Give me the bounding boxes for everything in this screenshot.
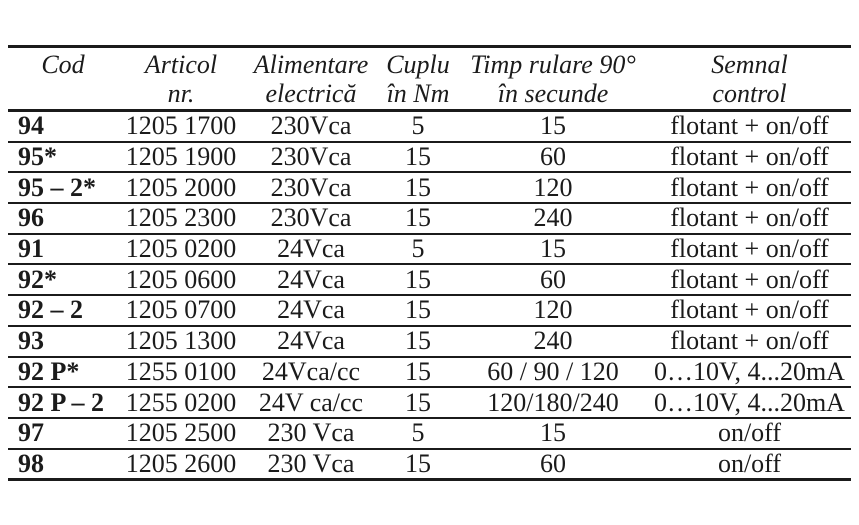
cell-cuplu: 15 <box>378 387 458 418</box>
cell-alimentare: 230 Vca <box>244 449 378 480</box>
cell-alimentare: 24Vca <box>244 326 378 357</box>
column-header-cod <box>8 47 118 111</box>
cell-semnal: flotant + on/off <box>648 203 851 234</box>
table-row <box>8 326 851 357</box>
cell-alimentare: 230Vca <box>244 111 378 142</box>
column-header-timp <box>458 47 648 111</box>
cell-articol: 1205 0700 <box>118 295 244 326</box>
cell-cuplu: 5 <box>378 418 458 449</box>
cell-semnal: flotant + on/off <box>648 234 851 265</box>
table-row <box>8 111 851 142</box>
header-row <box>8 47 851 111</box>
cell-cod: 92* <box>8 264 118 295</box>
cell-alimentare: 24Vca <box>244 295 378 326</box>
cell-cod: 94 <box>8 111 118 142</box>
cell-cuplu: 15 <box>378 264 458 295</box>
header-line2: în secunde <box>497 79 609 108</box>
cell-cuplu: 15 <box>378 357 458 388</box>
cell-alimentare: 24Vca <box>244 234 378 265</box>
cell-articol: 1205 1900 <box>118 142 244 173</box>
cell-alimentare: 24Vca/cc <box>244 357 378 388</box>
cell-timp: 60 / 90 / 120 <box>458 357 648 388</box>
header-line1: Cod <box>41 50 85 79</box>
column-header-alimentare <box>244 47 378 111</box>
cell-timp: 60 <box>458 449 648 480</box>
cell-semnal: 0…10V, 4...20mA <box>648 387 851 418</box>
cell-timp: 60 <box>458 264 648 295</box>
cell-cuplu: 15 <box>378 203 458 234</box>
column-header-cuplu <box>378 47 458 111</box>
cell-alimentare: 230Vca <box>244 142 378 173</box>
cell-cuplu: 15 <box>378 142 458 173</box>
cell-timp: 15 <box>458 111 648 142</box>
cell-cuplu: 15 <box>378 295 458 326</box>
cell-cod: 95* <box>8 142 118 173</box>
header-line1: Articol <box>144 50 218 79</box>
cell-semnal: 0…10V, 4...20mA <box>648 357 851 388</box>
cell-cod: 93 <box>8 326 118 357</box>
cell-semnal: flotant + on/off <box>648 295 851 326</box>
cell-semnal: flotant + on/off <box>648 264 851 295</box>
cell-alimentare: 230Vca <box>244 203 378 234</box>
cell-semnal: on/off <box>648 449 851 480</box>
cell-timp: 120 <box>458 172 648 203</box>
cell-timp: 240 <box>458 326 648 357</box>
cell-cod: 98 <box>8 449 118 480</box>
header-line2: control <box>712 79 787 108</box>
cell-articol: 1205 2300 <box>118 203 244 234</box>
header-line2: electrică <box>265 79 357 108</box>
cell-articol: 1255 0200 <box>118 387 244 418</box>
table-row <box>8 172 851 203</box>
cell-timp: 120 <box>458 295 648 326</box>
cell-cuplu: 15 <box>378 449 458 480</box>
cell-articol: 1205 2500 <box>118 418 244 449</box>
cell-semnal: flotant + on/off <box>648 142 851 173</box>
cell-cod: 92 – 2 <box>8 295 118 326</box>
cell-articol: 1205 0200 <box>118 234 244 265</box>
table-row <box>8 387 851 418</box>
cell-articol: 1205 1300 <box>118 326 244 357</box>
cell-cuplu: 15 <box>378 326 458 357</box>
column-header-articol <box>118 47 244 111</box>
cell-articol: 1255 0100 <box>118 357 244 388</box>
column-header-semnal <box>648 47 851 111</box>
cell-semnal: flotant + on/off <box>648 172 851 203</box>
table-row <box>8 357 851 388</box>
cell-articol: 1205 2000 <box>118 172 244 203</box>
table-row <box>8 234 851 265</box>
cell-cuplu: 5 <box>378 111 458 142</box>
table-row <box>8 295 851 326</box>
cell-semnal: flotant + on/off <box>648 326 851 357</box>
cell-alimentare: 230Vca <box>244 172 378 203</box>
cell-cuplu: 5 <box>378 234 458 265</box>
cell-alimentare: 24Vca <box>244 264 378 295</box>
cell-cuplu: 15 <box>378 172 458 203</box>
table-row <box>8 142 851 173</box>
cell-timp: 120/180/240 <box>458 387 648 418</box>
cell-semnal: on/off <box>648 418 851 449</box>
cell-timp: 15 <box>458 234 648 265</box>
cell-cod: 92 P – 2 <box>8 387 118 418</box>
cell-alimentare: 230 Vca <box>244 418 378 449</box>
cell-timp: 15 <box>458 418 648 449</box>
header-line2: nr. <box>167 79 195 108</box>
cell-timp: 60 <box>458 142 648 173</box>
cell-semnal: flotant + on/off <box>648 111 851 142</box>
table-row <box>8 418 851 449</box>
cell-articol: 1205 0600 <box>118 264 244 295</box>
header-line1: Alimentare <box>253 50 369 79</box>
cell-articol: 1205 2600 <box>118 449 244 480</box>
cell-timp: 240 <box>458 203 648 234</box>
header-line2: în Nm <box>386 79 450 108</box>
cell-cod: 92 P* <box>8 357 118 388</box>
table-row <box>8 203 851 234</box>
actuator-spec-table <box>8 45 851 481</box>
cell-articol: 1205 1700 <box>118 111 244 142</box>
cell-cod: 91 <box>8 234 118 265</box>
cell-cod: 97 <box>8 418 118 449</box>
cell-cod: 96 <box>8 203 118 234</box>
cell-cod: 95 – 2* <box>8 172 118 203</box>
table-row <box>8 264 851 295</box>
cell-alimentare: 24V ca/cc <box>244 387 378 418</box>
header-line1: Timp rulare 90° <box>470 50 636 79</box>
header-line1: Semnal <box>711 50 788 79</box>
table-row <box>8 449 851 480</box>
header-line1: Cuplu <box>386 50 450 79</box>
